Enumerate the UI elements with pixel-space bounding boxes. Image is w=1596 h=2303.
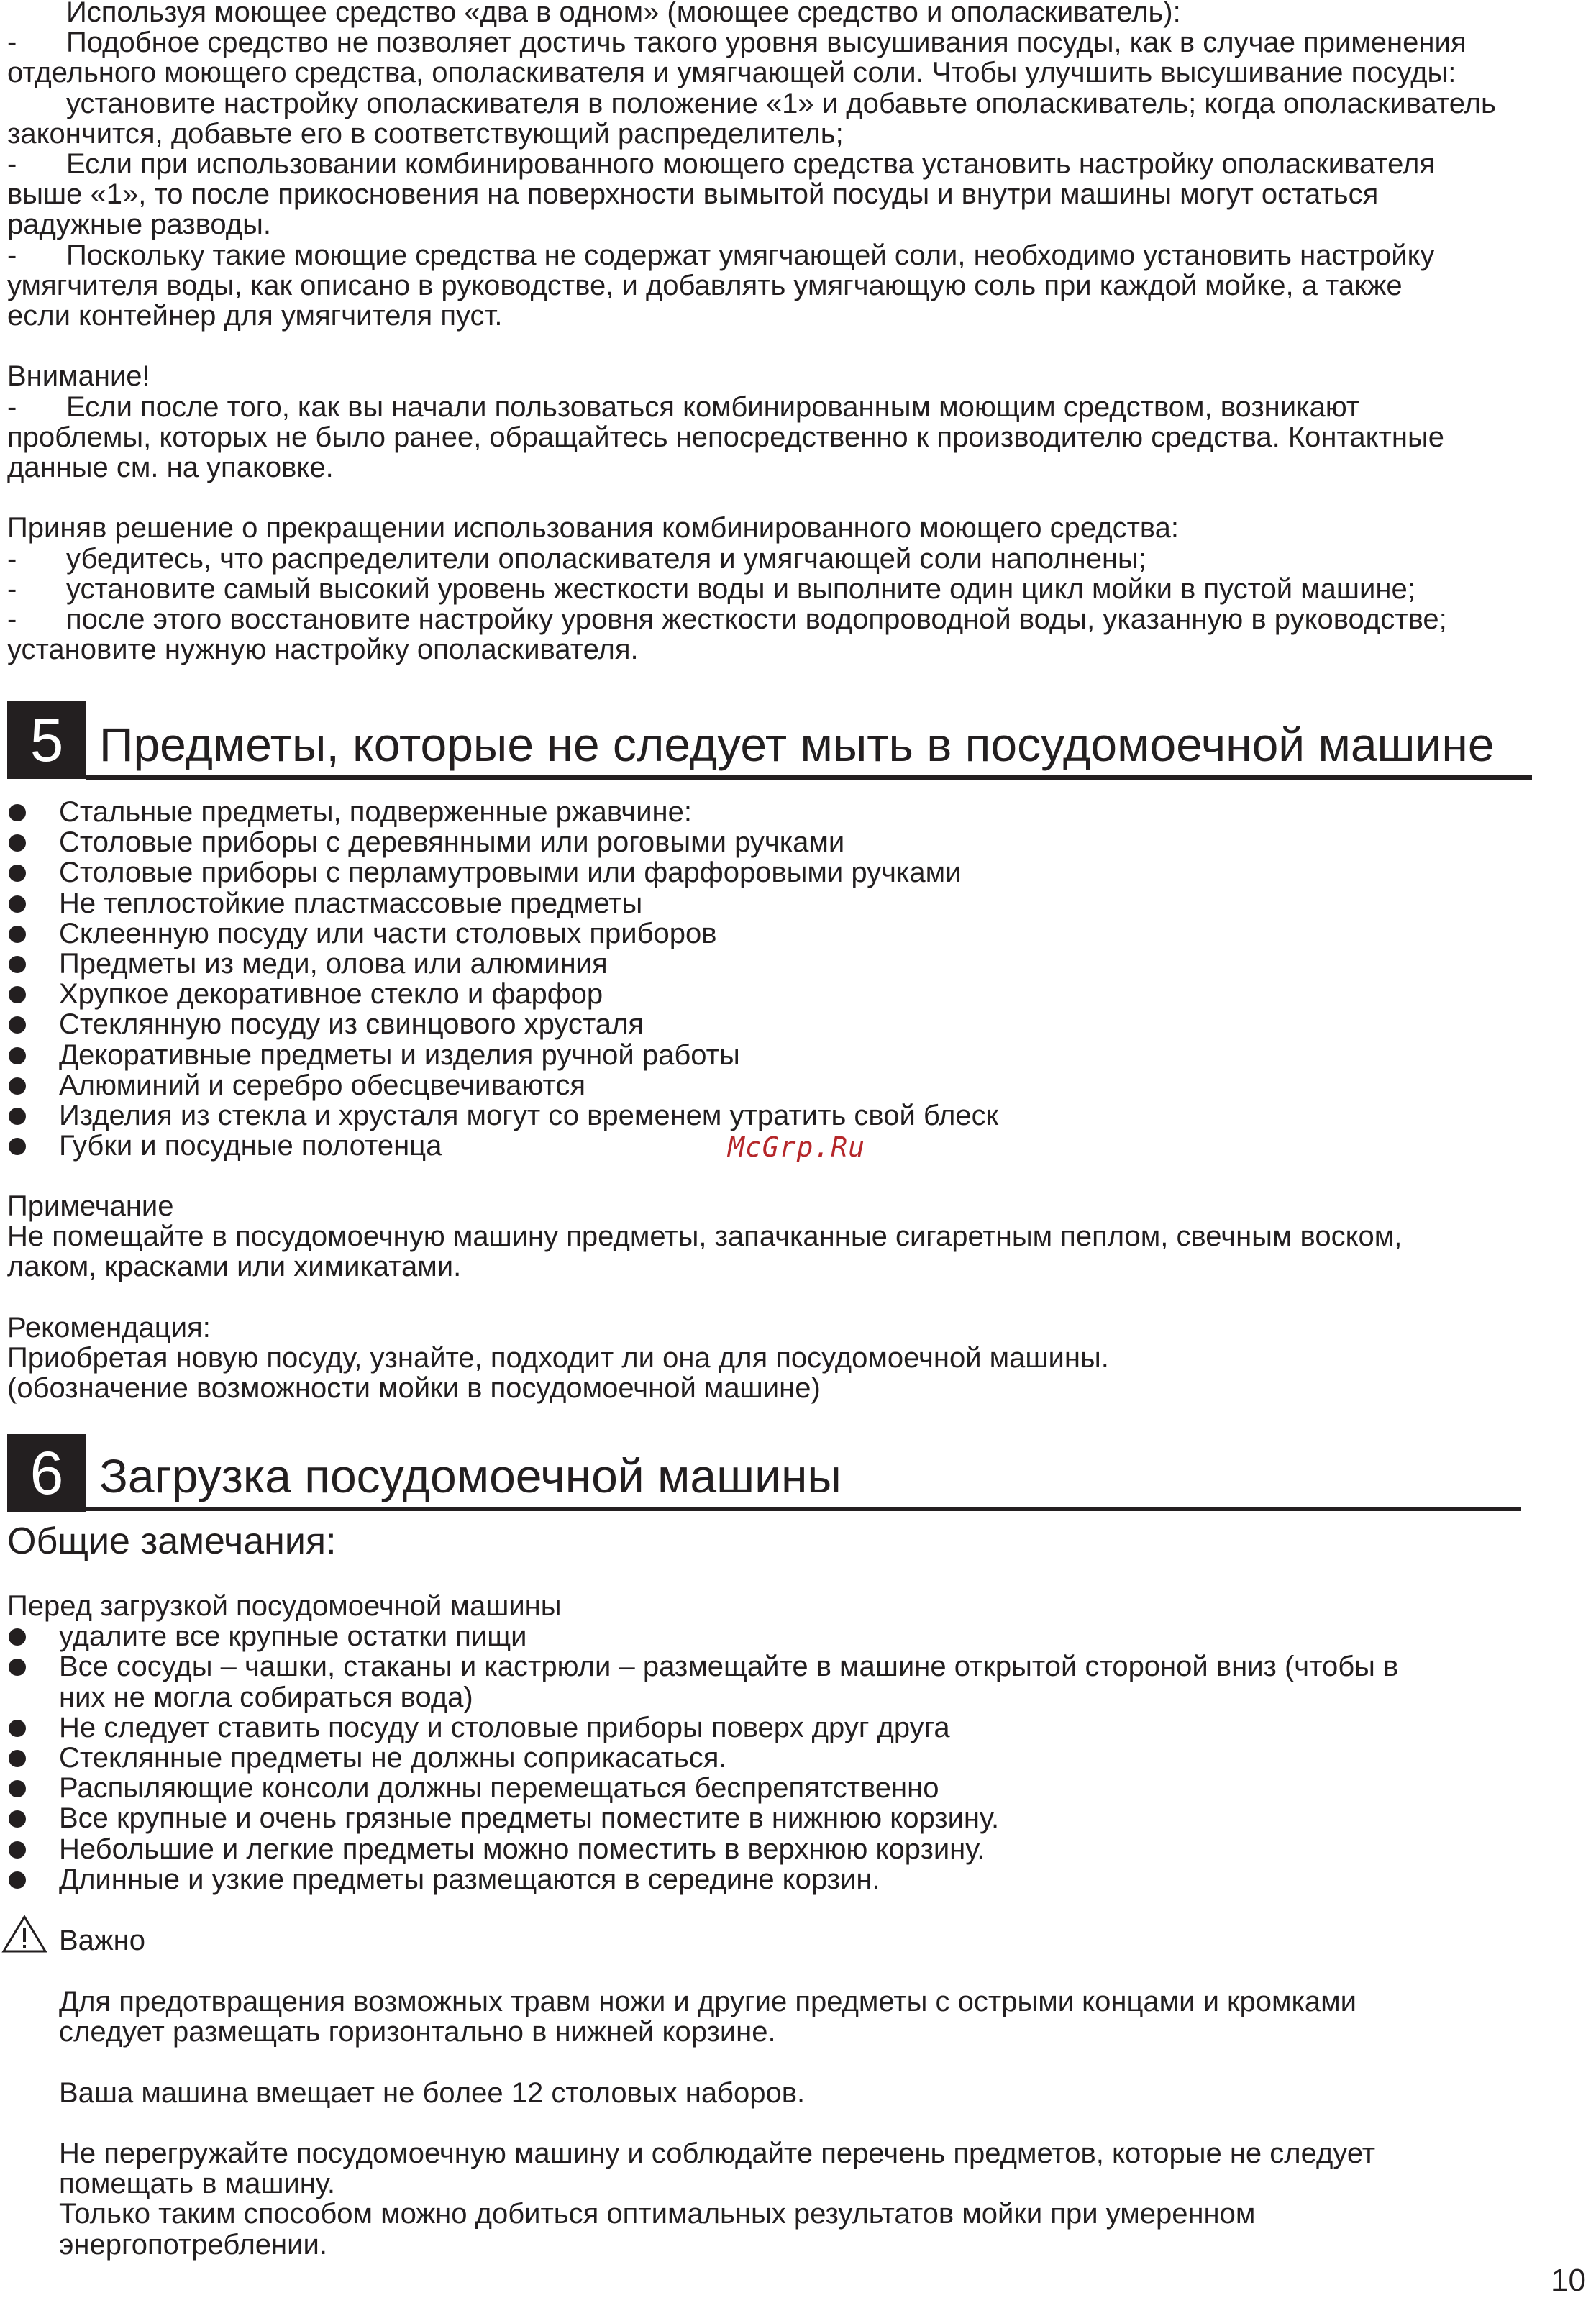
bullet-icon xyxy=(9,865,26,882)
warning-triangle-icon xyxy=(1,1915,47,1953)
bullet-icon xyxy=(9,895,26,913)
important-line: помещать в машину. xyxy=(59,2168,335,2200)
list-item: Столовые приборы с перламутровыми или фарфоровыми ручками xyxy=(59,857,962,889)
text-line: убедитесь, что распределители ополаскивателя и умягчающей соли наполнены; xyxy=(66,542,1146,575)
important-line: Не перегружайте посудомоечную машину и соблюдайте перечень предметов, которые не следует xyxy=(59,2138,1376,2169)
section-6-rule xyxy=(86,1507,1521,1511)
list-item: Предметы из меди, олова или алюминия xyxy=(59,948,608,980)
list-item: Не следует ставить посуду и столовые приборы поверх друг друга xyxy=(59,1711,950,1743)
recommendation-title: Рекомендация: xyxy=(7,1311,211,1344)
note-title: Примечание xyxy=(7,1190,174,1222)
bullet-icon xyxy=(9,1720,26,1737)
bullet-icon xyxy=(9,926,26,943)
bullet-icon xyxy=(9,1047,26,1064)
bullet-icon xyxy=(9,1628,26,1646)
dash-marker: - xyxy=(7,27,17,59)
text-line: радужные разводы. xyxy=(7,209,271,241)
bullet-icon xyxy=(9,804,26,821)
list-item: Хрупкое декоративное стекло и фарфор xyxy=(59,978,603,1011)
text-line: Если после того, как вы начали пользоваться комбинированным моющим средством, возникают xyxy=(66,391,1360,423)
section-6-title: Загрузка посудомоечной машины xyxy=(99,1449,842,1502)
list-item: них не могла собираться вода) xyxy=(59,1681,473,1713)
watermark: McGrp.Ru xyxy=(728,1131,866,1163)
bullet-icon xyxy=(9,1659,26,1676)
important-line: Для предотвращения возможных травм ножи и другие предметы с острыми концами и кромками xyxy=(59,1986,1356,2017)
important-title: Важно xyxy=(59,1925,146,1956)
bullet-icon xyxy=(9,834,26,852)
list-item: Стальные предметы, подверженные ржавчине: xyxy=(59,796,692,828)
dash-marker: - xyxy=(7,542,17,575)
list-item: Все сосуды – чашки, стаканы и кастрюли – размещайте в машине открытой стороной вниз (чтобы в xyxy=(59,1651,1399,1683)
dash-marker: - xyxy=(7,391,17,423)
bullet-icon xyxy=(9,956,26,973)
dash-marker: - xyxy=(7,603,17,635)
recommendation-line: Приобретая новую посуду, узнайте, подходит ли она для посудомоечной машины. xyxy=(7,1342,1109,1374)
list-item: Стеклянную посуду из свинцового хрусталя xyxy=(59,1008,644,1041)
section-5-number: 5 xyxy=(7,701,86,779)
text-line: отдельного моющего средства, ополаскивателя и умягчающей соли. Чтобы улучшить высушивание посуды: xyxy=(7,57,1456,89)
page-number: 10 xyxy=(1551,2263,1586,2298)
text-line: Поскольку такие моющие средства не содержат умягчающей соли, необходимо установить настройку xyxy=(66,239,1435,271)
list-item: Столовые приборы с деревянными или роговыми ручками xyxy=(59,826,845,859)
section-6-number: 6 xyxy=(7,1434,86,1512)
text-line: установите нужную настройку ополаскивателя. xyxy=(7,634,639,666)
section-5-rule xyxy=(86,775,1532,780)
dash-marker: - xyxy=(7,239,17,271)
bullet-icon xyxy=(9,1108,26,1125)
bullet-icon xyxy=(9,1810,26,1828)
before-loading-title: Перед загрузкой посудомоечной машины xyxy=(7,1590,562,1622)
text-line: проблемы, которых не было ранее, обращайтесь непосредственно к производителю средства. Контактные xyxy=(7,421,1444,453)
bullet-icon xyxy=(9,1841,26,1859)
important-line: Ваша машина вмещает не более 12 столовых наборов. xyxy=(59,2076,806,2109)
stop-title: Приняв решение о прекращении использования комбинированного моющего средства: xyxy=(7,512,1180,544)
list-item: Небольшие и легкие предметы можно поместить в верхнюю корзину. xyxy=(59,1833,985,1865)
list-item: Склеенную посуду или части столовых приборов xyxy=(59,917,717,949)
list-item: Декоративные предметы и изделия ручной работы xyxy=(59,1039,740,1071)
bullet-icon xyxy=(9,1138,26,1155)
important-line: Только таким способом можно добиться оптимальных результатов мойки при умеренном xyxy=(59,2198,1256,2230)
important-line: следует размещать горизонтально в нижней корзине. xyxy=(59,2016,776,2048)
text-line: умягчителя воды, как описано в руководстве, и добавлять умягчающую соль при каждой мойке, а также xyxy=(7,269,1403,301)
list-item: Все крупные и очень грязные предметы поместите в нижнюю корзину. xyxy=(59,1802,1000,1835)
text-line: установите настройку ополаскивателя в положение «1» и добавьте ополаскиватель; когда ополаскиватель xyxy=(66,87,1496,119)
list-item: Стеклянные предметы не должны соприкасаться. xyxy=(59,1742,727,1774)
note-line: Не помещайте в посудомоечную машину предметы, запачканные сигаретным пеплом, свечным воском, xyxy=(7,1221,1403,1253)
text-line: установите самый высокий уровень жесткости воды и выполните один цикл мойки в пустой машине; xyxy=(66,573,1415,605)
note-line: лаком, красками или химикатами. xyxy=(7,1251,462,1283)
attention-title: Внимание! xyxy=(7,360,150,393)
important-line: энергопотреблении. xyxy=(59,2228,327,2261)
bullet-icon xyxy=(9,1780,26,1797)
list-item: Изделия из стекла и хрусталя могут со временем утратить свой блеск xyxy=(59,1100,999,1131)
list-item: Не теплостойкие пластмассовые предметы xyxy=(59,887,643,919)
section-5-title: Предметы, которые не следует мыть в посудомоечной машине xyxy=(99,718,1495,771)
text-line: если контейнер для умягчителя пуст. xyxy=(7,300,503,332)
text-line: Подобное средство не позволяет достичь такого уровня высушивания посуды, как в случае применения xyxy=(66,27,1467,59)
text-line: выше «1», то после прикосновения на поверхности вымытой посуды и внутри машины могут остаться xyxy=(7,178,1379,211)
section-6-subtitle: Общие замечания: xyxy=(7,1520,337,1562)
text-line: Если при использовании комбинированного моющего средства установить настройку ополаскивателя xyxy=(66,148,1436,180)
bullet-icon xyxy=(9,1871,26,1889)
text-line: Используя моющее средство «два в одном» (моющее средство и ополаскиватель): xyxy=(66,0,1181,28)
dash-marker: - xyxy=(7,148,17,180)
list-item: Алюминий и серебро обесцвечиваются xyxy=(59,1069,586,1101)
bullet-icon xyxy=(9,986,26,1003)
list-item: Длинные и узкие предметы размещаются в середине корзин. xyxy=(59,1863,880,1895)
text-line: после этого восстановите настройку уровня жесткости водопроводной воды, указанную в руководстве; xyxy=(66,603,1447,635)
bullet-icon xyxy=(9,1016,26,1034)
list-item: удалите все крупные остатки пищи xyxy=(59,1620,527,1653)
recommendation-line: (обозначение возможности мойки в посудомоечной машине) xyxy=(7,1372,821,1405)
dash-marker: - xyxy=(7,573,17,605)
bullet-icon xyxy=(9,1750,26,1767)
bullet-icon xyxy=(9,1077,26,1095)
text-line: данные см. на упаковке. xyxy=(7,452,334,483)
list-item: Распыляющие консоли должны перемещаться беспрепятственно xyxy=(59,1772,939,1805)
text-line: закончится, добавьте его в соответствующий распределитель; xyxy=(7,117,844,150)
list-item: Губки и посудные полотенца xyxy=(59,1130,442,1162)
